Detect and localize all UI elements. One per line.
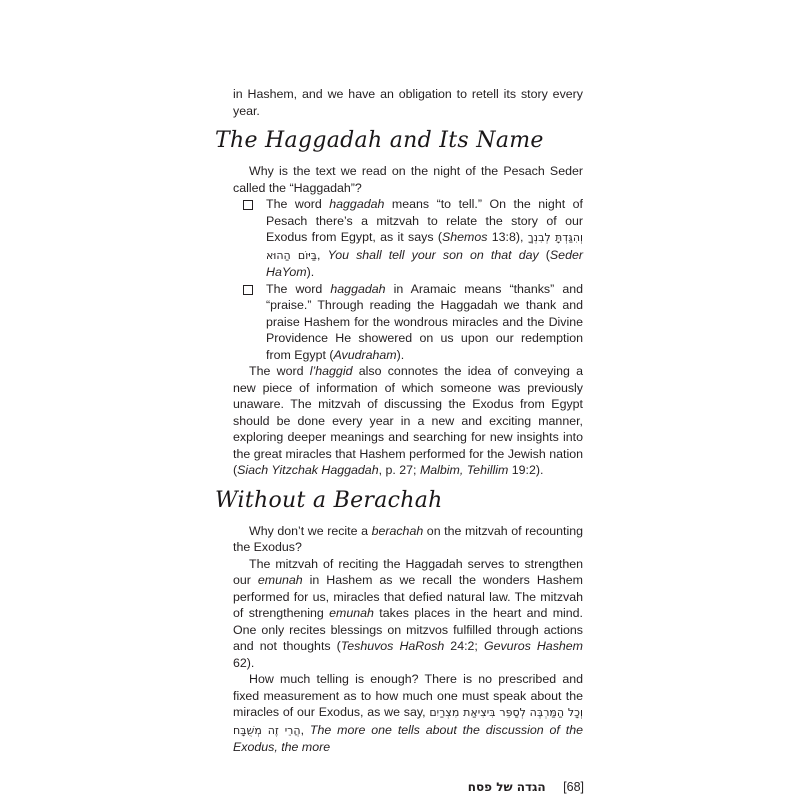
text: also connotes the idea of conveying a new piece of information of which someone was previously unaware. The mitzvah of discussing the Exodus from Egypt should be done every year in a new and exciting manner, exploring deeper meanings and searching for new insights into the great miracles that Hashem performed for the Jewish nation ( [233,364,584,477]
italic-text: Gevuros Hashem [483,639,583,653]
text: ). [306,265,315,279]
italic-text: haggadah [329,197,385,211]
italic-text: You shall tell your son on that day [327,247,539,262]
italic-text: Malbim, Tehillim [419,463,509,477]
text: 13:8), [487,230,528,244]
text: The word [249,364,310,378]
paragraph [233,163,583,196]
paragraph [233,556,583,672]
section-heading: The Haggadah and Its Name [215,128,544,153]
text: The word [266,197,330,211]
section-heading: Without a Berachah [215,487,443,513]
italic-text: The more one tells about the discussion of the Exodus, the more [233,722,583,754]
italic-text: Shemos [441,230,488,244]
page-body [215,86,584,756]
text: Why don’t we recite a [249,523,372,538]
italic-text: Teshuvos HaRosh [340,639,445,653]
page-number: [68] [563,780,584,794]
page-footer [468,780,584,794]
bullet-item [243,281,583,364]
hebrew-quote: וְכָל הַמַּרְבֶּה לְסַפֵּר בִּיצִיאַת מִצְרַיִם הֲרֵי זֶה מְשֻׁבָּח [233,706,583,737]
text: ( [538,247,550,262]
paragraph [233,363,583,479]
text: in Hashem, and we have an obligation to retell its story every year. [233,87,583,118]
italic-text: emunah [257,573,303,587]
text: 62). [233,655,255,670]
square-bullet-icon [243,200,253,210]
text: in Hashem as we recall the wonders Hashem performed for us, miracles that defied natural law. The mitzvah of strengthening [233,573,583,620]
italic-text: Siach Yitzchak Haggadah [237,463,379,477]
text: The word [266,281,331,296]
text: The mitzvah of reciting the Haggadah serves to strengthen our [233,556,583,587]
text: on the mitzvah of recounting the Exodus? [233,523,583,554]
text: in Aramaic means “thanks” and “praise.” Through reading the Haggadah we thank and praise Hashem for the wondrous miracles and the Divine Providence He showered on us upon our redemption from Egypt ( [266,281,583,362]
text: 24:2; [444,639,484,653]
italic-text: haggadah [330,281,386,296]
paragraph [233,523,583,556]
text: takes places in the heart and mind. One only recites blessings on mitzvos fulfilled through actions and not thoughts ( [233,606,583,653]
paragraph [233,671,583,756]
text: Why is the text we read on the night of the Pesach Seder called the “Haggadah”? [233,164,583,195]
text: , p. 27; [378,463,420,477]
text: , [300,722,310,737]
paragraph [233,86,583,119]
text: How much telling is enough? There is no prescribed and fixed measurement as to how much one must speak about the miracles of our Exodus, as we say, [233,672,583,719]
italic-text: Avudraham [333,347,397,362]
running-title: הגדה של פסח [467,780,546,794]
bullet-item [243,196,583,281]
italic-text: berachah [371,523,424,538]
hebrew-quote: וְהִגַּדְתָּ לְבִנְךָ בַּיּוֹם הַהוּא [266,231,584,262]
text: 19:2). [508,463,544,477]
text: ). [396,347,405,362]
square-bullet-icon [243,285,253,295]
text: , [317,247,328,262]
text: means “to tell.” On the night of Pesach there’s a mitzvah to relate the story of our Exodus from Egypt, as it says ( [266,197,584,244]
italic-text: emunah [329,606,374,620]
italic-text: l’haggid [309,364,353,378]
italic-text: Seder HaYom [266,247,583,279]
